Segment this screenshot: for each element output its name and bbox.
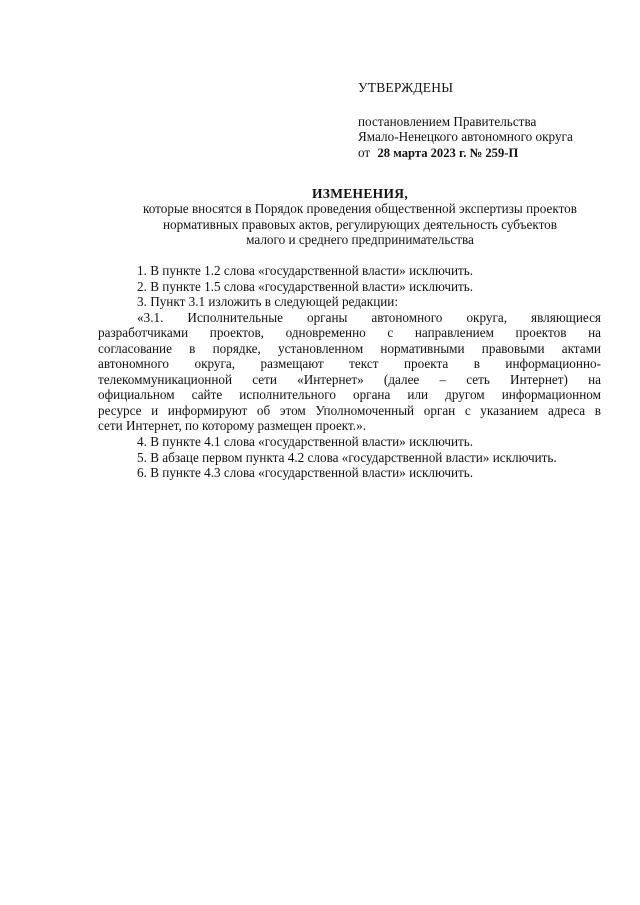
subheading-line: которые вносятся в Порядок проведения общественной экспертизы проектов: [143, 201, 577, 216]
amendment-item-3: 3. Пункт 3.1 изложить в следующей редакции:: [137, 294, 399, 310]
approval-date-prefix: от: [358, 144, 371, 160]
approval-line-resolution: постановлением Правительства: [358, 113, 537, 129]
quote-line: ресурсе и информируют об этом Уполномоченный орган с указанием адреса в: [98, 402, 601, 418]
quote-line: телекоммуникационной сети «Интернет» (далее – сеть Интернет) на: [98, 371, 601, 387]
amendment-item-4: 4. В пункте 4.1 слова «государственной власти» исключить.: [137, 434, 474, 450]
quote-line: официальном сайте исполнительного органа или другом информационном: [98, 387, 601, 403]
subheading-line: малого и среднего предпринимательства: [246, 232, 474, 247]
approval-title: УТВЕРЖДЕНЫ: [358, 80, 454, 95]
amendment-item-1: 1. В пункте 1.2 слова «государственной власти» исключить.: [137, 263, 474, 278]
amendment-item-2: 2. В пункте 1.5 слова «государственной власти» исключить.: [137, 278, 474, 294]
approval-date-value: 28 марта 2023 г. № 259-П: [377, 145, 519, 160]
document-subheading: [60, 201, 640, 248]
quote-line: разработчиками проектов, одновременно с направлением проектов на: [98, 325, 601, 341]
quote-line: автономного округа, размещают текст проекта в информационно-: [98, 356, 601, 372]
amendment-item-6: 6. В пункте 4.3 слова «государственной власти» исключить.: [137, 465, 474, 481]
document-heading: ИЗМЕНЕНИЯ,: [311, 186, 408, 201]
amendment-item-5: 5. В абзаце первом пункта 4.2 слова «государственной власти» исключить.: [137, 449, 557, 465]
amendment-quote-3-1: [98, 310, 601, 434]
approval-date-line: [358, 145, 628, 162]
approval-line-government: Ямало-Ненецкого автономного округа: [358, 129, 573, 144]
approval-block: [358, 80, 628, 161]
quote-line: сети Интернет, по которому размещен проект.».: [98, 418, 366, 434]
quote-line: согласование в порядке, установленном нормативными правовыми актами: [98, 340, 601, 356]
quote-line: «3.1. Исполнительные органы автономного округа, являющиеся: [137, 309, 601, 325]
subheading-line: нормативных правовых актов, регулирующих деятельность субъектов: [163, 216, 557, 232]
amendments-list: [98, 263, 601, 481]
